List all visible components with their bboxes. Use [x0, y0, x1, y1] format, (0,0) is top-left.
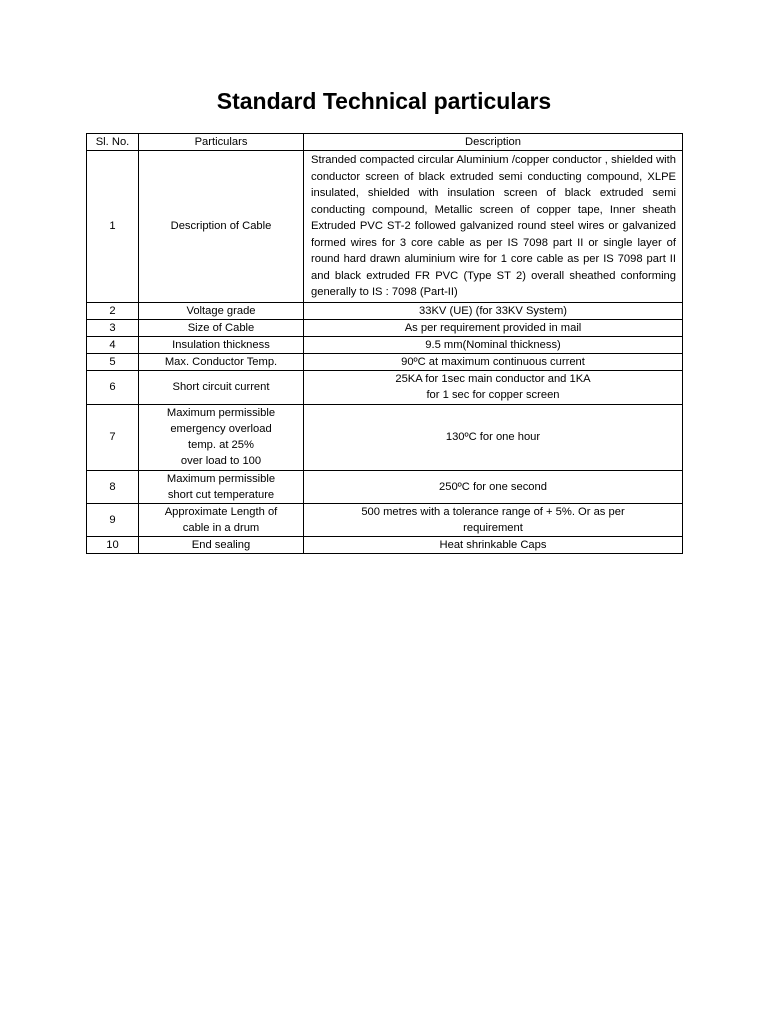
row-description: [304, 503, 683, 536]
table-row: [87, 353, 683, 370]
description-line: 500 metres with a tolerance range of + 5%. Or as per: [361, 505, 625, 518]
description-line: for 1 sec for copper screen: [426, 389, 560, 401]
row-particular: [139, 470, 304, 503]
row-description: Heat shrinkable Caps: [304, 536, 683, 553]
row-number: 2: [87, 302, 139, 319]
row-description: 250ºC for one second: [304, 470, 683, 503]
header-sl-no: Sl. No.: [87, 134, 139, 151]
particular-line: emergency overload: [170, 423, 272, 435]
table-row: [87, 503, 683, 536]
particular-line: over load to 100: [180, 455, 262, 467]
particular-line: cable in a drum: [182, 521, 260, 534]
description-line: requirement: [463, 521, 523, 534]
page-title: Standard Technical particulars: [216, 88, 552, 114]
row-description: [304, 370, 683, 404]
row-number: 7: [87, 404, 139, 470]
row-particular: Size of Cable: [139, 319, 304, 336]
row-particular: Insulation thickness: [139, 336, 304, 353]
row-particular: End sealing: [139, 536, 304, 553]
table-row: [87, 302, 683, 319]
table-row: [87, 404, 683, 470]
row-description: 90ºC at maximum continuous current: [304, 353, 683, 370]
row-particular: Voltage grade: [139, 302, 304, 319]
particular-line: Maximum permissible: [166, 407, 276, 419]
row-particular: Max. Conductor Temp.: [139, 353, 304, 370]
row-description: As per requirement provided in mail: [304, 319, 683, 336]
particular-line: temp. at 25%: [188, 439, 254, 451]
row-description: 9.5 mm(Nominal thickness): [304, 336, 683, 353]
table-row: [87, 151, 683, 303]
table-header-row: [87, 134, 683, 151]
row-number: 9: [87, 503, 139, 536]
row-particular: Description of Cable: [139, 151, 304, 303]
row-number: 4: [87, 336, 139, 353]
particular-line: Approximate Length of: [164, 505, 278, 518]
particular-line: short cut temperature: [167, 488, 275, 501]
table-row: [87, 319, 683, 336]
row-number: 10: [87, 536, 139, 553]
table-row: [87, 370, 683, 404]
header-particulars: Particulars: [139, 134, 304, 151]
row-description: Stranded compacted circular Aluminium /copper conductor , shielded with conductor screen of black extruded semi conducting compound, XLPE insulated, shielded with insulation screen of black extruded semi conducting compound, Metallic screen of copper tape, Inner sheath Extruded PVC ST-2 followed galvanized round steel wires or galvanized formed wires for 3 core cable as per IS 7098 part II or single layer of round hard drawn aluminium wire for 1 core cable as per IS 7098 part II and black extruded FR PVC (Type ST 2) overall sheathed conforming generally to IS : 7098 (Part-II): [304, 151, 683, 303]
row-particular: [139, 503, 304, 536]
particular-line: Maximum permissible: [166, 472, 276, 485]
row-number: 8: [87, 470, 139, 503]
table-row: [87, 536, 683, 553]
row-description: 130ºC for one hour: [304, 404, 683, 470]
row-number: 1: [87, 151, 139, 303]
row-description: 33KV (UE) (for 33KV System): [304, 302, 683, 319]
description-line: 25KA for 1sec main conductor and 1KA: [395, 373, 591, 385]
header-description: Description: [304, 134, 683, 151]
row-particular: Short circuit current: [139, 370, 304, 404]
row-number: 6: [87, 370, 139, 404]
row-number: 3: [87, 319, 139, 336]
row-number: 5: [87, 353, 139, 370]
table-row: [87, 470, 683, 503]
spec-table: [86, 133, 683, 554]
table-row: [87, 336, 683, 353]
row-particular: [139, 404, 304, 470]
